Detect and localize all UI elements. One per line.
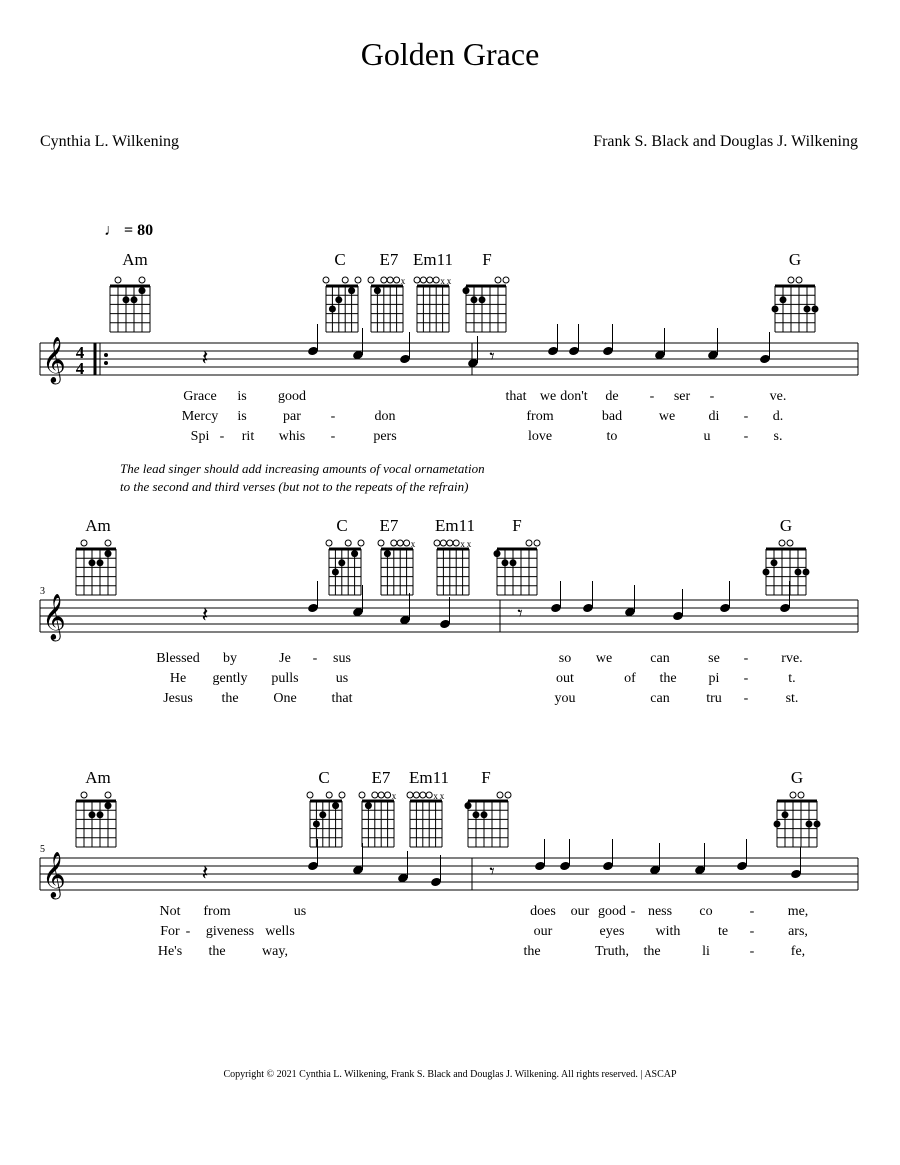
lyric-syllable: the: [221, 691, 239, 706]
finger-dot: [510, 559, 517, 566]
lyric-syllable: s.: [773, 429, 783, 444]
open-string-icon: [368, 277, 374, 283]
open-string-icon: [105, 792, 111, 798]
lyric-syllable: we: [539, 389, 557, 404]
finger-dot: [365, 802, 372, 809]
finger-dot: [481, 811, 488, 818]
lyric-syllable: Mercy: [181, 409, 219, 424]
lyric-syllable: tru: [706, 691, 722, 706]
lyric-syllable: Blessed: [156, 651, 200, 666]
finger-dot: [780, 296, 787, 303]
lyric-syllable: can: [650, 691, 670, 706]
open-string-icon: [407, 792, 413, 798]
open-string-icon: [397, 540, 403, 546]
time-signature-bottom: 4: [75, 359, 85, 378]
open-string-icon: [342, 277, 348, 283]
open-string-icon: [796, 277, 802, 283]
lyric-syllable: -: [709, 389, 715, 404]
instruction-line: The lead singer should add increasing amounts of vocal ornametation: [120, 461, 485, 476]
lyric-syllable: -: [185, 924, 191, 939]
lyric-syllable: that: [505, 389, 527, 404]
chord-diagram: [323, 277, 361, 332]
muted-string-icon: x: [439, 791, 445, 801]
muted-string-icon: x: [400, 276, 406, 286]
repeat-dot: [104, 353, 108, 357]
chord-name: F: [482, 250, 492, 269]
lyric-syllable: by: [223, 651, 237, 666]
open-string-icon: [447, 540, 453, 546]
lyric-syllable: bad: [601, 409, 623, 424]
lyric-syllable: the: [208, 944, 226, 959]
open-string-icon: [378, 792, 384, 798]
lyric-syllable: -: [219, 429, 225, 444]
lyric-syllable: He: [169, 671, 187, 686]
finger-dot: [494, 550, 501, 557]
open-string-icon: [378, 540, 384, 546]
finger-dot: [479, 296, 486, 303]
eighth-rest-icon: 𝄾: [489, 346, 495, 368]
lyric-syllable: For: [160, 924, 180, 939]
lyric-syllable: -: [312, 651, 318, 666]
open-string-icon: [427, 277, 433, 283]
lyric-syllable: -: [749, 904, 755, 919]
lyric-syllable: is: [237, 409, 247, 424]
lyric-syllable: don: [374, 409, 396, 424]
chord-diagram: [76, 540, 116, 595]
finger-dot: [332, 802, 339, 809]
open-string-icon: [404, 540, 410, 546]
treble-clef-icon: 𝄞: [42, 852, 66, 897]
open-string-icon: [787, 540, 793, 546]
open-string-icon: [505, 792, 511, 798]
lyric-syllable: -: [330, 409, 336, 424]
lyric-syllable: ve.: [769, 389, 787, 404]
lyric-syllable: rve.: [781, 651, 803, 666]
open-string-icon: [372, 792, 378, 798]
finger-dot: [97, 811, 104, 818]
lyric-syllable: eyes: [599, 924, 625, 939]
repeat-dot: [104, 361, 108, 365]
chord-diagram: [494, 540, 541, 595]
lyric-syllable: -: [649, 389, 655, 404]
time-signature-top: 4: [75, 343, 85, 362]
chord-name: Em11: [435, 516, 475, 535]
open-string-icon: [526, 540, 532, 546]
muted-string-icon: x: [433, 791, 438, 801]
lyric-syllable: out: [556, 671, 574, 686]
chord-diagram: [772, 277, 819, 332]
lyric-syllable: Not: [159, 904, 181, 919]
lyric-syllable: our: [533, 924, 553, 939]
open-string-icon: [434, 540, 440, 546]
finger-dot: [97, 559, 104, 566]
finger-dot: [774, 821, 781, 828]
open-string-icon: [326, 540, 332, 546]
lyric-syllable: t.: [788, 671, 796, 686]
open-string-icon: [440, 540, 446, 546]
lyric-syllable: li: [702, 944, 710, 959]
lyric-syllable: par: [283, 409, 301, 424]
open-string-icon: [81, 540, 87, 546]
lyric-syllable: can: [650, 651, 670, 666]
chord-name: G: [790, 768, 804, 787]
measure-number: 3: [40, 586, 45, 597]
finger-dot: [131, 296, 138, 303]
open-string-icon: [413, 792, 419, 798]
chord-diagram: [307, 792, 345, 847]
lyric-syllable: Jesus: [163, 691, 193, 706]
composer-credit: Frank S. Black and Douglas J. Wilkening: [593, 133, 858, 150]
chord-name: Am: [85, 516, 111, 535]
finger-dot: [105, 550, 112, 557]
lyric-syllable: whis: [278, 429, 306, 444]
finger-dot: [502, 559, 509, 566]
muted-string-icon: x: [391, 791, 397, 801]
chord-diagram: [763, 540, 810, 595]
lyric-syllable: pers: [373, 429, 397, 444]
open-string-icon: [790, 792, 796, 798]
lyric-syllable: we: [658, 409, 676, 424]
finger-dot: [803, 569, 810, 576]
chord-diagram: [378, 539, 416, 595]
finger-dot: [313, 821, 320, 828]
instruction-line: to the second and third verses (but not to the repeats of the refrain): [120, 479, 469, 494]
finger-dot: [812, 306, 819, 313]
quarter-rest-icon: 𝄽: [201, 860, 209, 885]
open-string-icon: [779, 540, 785, 546]
finger-dot: [332, 569, 339, 576]
finger-dot: [473, 811, 480, 818]
finger-dot: [338, 559, 345, 566]
finger-dot: [139, 287, 146, 294]
lyric-syllable: that: [331, 691, 353, 706]
open-string-icon: [81, 792, 87, 798]
lyric-syllable: we: [595, 651, 613, 666]
lyric-syllable: from: [203, 904, 231, 919]
lyric-syllable: -: [743, 429, 749, 444]
lyric-syllable: good: [278, 389, 306, 404]
finger-dot: [351, 550, 358, 557]
quarter-rest-icon: 𝄽: [201, 345, 209, 370]
lyric-syllable: Truth,: [594, 944, 630, 959]
lyric-syllable: fe,: [790, 944, 806, 959]
lyric-syllable: does: [530, 904, 556, 919]
open-string-icon: [359, 792, 365, 798]
chord-diagram: [434, 539, 472, 595]
lyric-syllable: -: [630, 904, 636, 919]
chord-name: E7: [371, 768, 391, 787]
open-string-icon: [355, 277, 361, 283]
lyric-syllable: ars,: [788, 924, 808, 939]
chord-diagram: [407, 791, 445, 847]
chord-name: F: [481, 768, 491, 787]
lyric-syllable: -: [749, 924, 755, 939]
chord-name: G: [788, 250, 802, 269]
lyric-syllable: pulls: [271, 671, 299, 686]
open-string-icon: [115, 277, 121, 283]
chord-name: E7: [379, 516, 399, 535]
muted-string-icon: x: [440, 276, 445, 286]
chord-name: C: [334, 250, 346, 269]
muted-string-icon: x: [460, 539, 465, 549]
lyric-syllable: Spi: [190, 429, 210, 444]
finger-dot: [123, 296, 130, 303]
lyric-syllable: gently: [212, 671, 248, 686]
lyric-syllable: te: [717, 924, 729, 939]
lyric-syllable: One: [273, 691, 297, 706]
finger-dot: [795, 569, 802, 576]
lyric-syllable: so: [558, 651, 572, 666]
lyric-syllable: co: [699, 904, 713, 919]
chord-name: Am: [85, 768, 111, 787]
lyric-syllable: with: [655, 924, 681, 939]
finger-dot: [348, 287, 355, 294]
lyric-syllable: us: [335, 671, 349, 686]
open-string-icon: [385, 792, 391, 798]
finger-dot: [763, 569, 770, 576]
open-string-icon: [105, 540, 111, 546]
lyric-syllable: ness: [647, 904, 673, 919]
muted-string-icon: x: [446, 276, 452, 286]
chord-name: C: [318, 768, 330, 787]
muted-string-icon: x: [466, 539, 472, 549]
eighth-rest-icon: 𝄾: [517, 603, 523, 625]
finger-dot: [771, 559, 778, 566]
chord-name: Em11: [413, 250, 453, 269]
open-string-icon: [381, 277, 387, 283]
open-string-icon: [788, 277, 794, 283]
finger-dot: [772, 306, 779, 313]
copyright-notice: Copyright © 2021 Cynthia L. Wilkening, Frank S. Black and Douglas J. Wilkening. All rights reserved. | ASCAP: [223, 1069, 677, 1080]
lyric-syllable: -: [749, 944, 755, 959]
finger-dot: [471, 296, 478, 303]
open-string-icon: [503, 277, 509, 283]
lyric-syllable: giveness: [205, 924, 255, 939]
lyric-syllable: rit: [241, 429, 255, 444]
chord-diagram: [326, 540, 364, 595]
open-string-icon: [139, 277, 145, 283]
chord-name: E7: [379, 250, 399, 269]
eighth-rest-icon: 𝄾: [489, 861, 495, 883]
quarter-rest-icon: 𝄽: [201, 602, 209, 627]
chord-diagram: [76, 792, 116, 847]
lyric-syllable: ser: [673, 389, 691, 404]
lyric-syllable: -: [330, 429, 336, 444]
muted-string-icon: x: [410, 539, 416, 549]
lyric-syllable: the: [643, 944, 661, 959]
finger-dot: [329, 306, 336, 313]
open-string-icon: [345, 540, 351, 546]
finger-dot: [804, 306, 811, 313]
finger-dot: [319, 811, 326, 818]
open-string-icon: [326, 792, 332, 798]
chord-diagram: [463, 277, 510, 332]
chord-diagram: [414, 276, 452, 332]
score-title: Golden Grace: [360, 36, 540, 72]
open-string-icon: [798, 792, 804, 798]
treble-clef-icon: 𝄞: [42, 337, 66, 382]
lyricist-credit: Cynthia L. Wilkening: [40, 133, 180, 150]
quarter-note-icon: ♩: [104, 222, 120, 239]
lyric-syllable: -: [743, 671, 749, 686]
open-string-icon: [453, 540, 459, 546]
chord-name: Em11: [409, 768, 449, 787]
chord-diagram: [774, 792, 821, 847]
lyric-syllable: don't: [560, 389, 588, 404]
lyric-syllable: -: [743, 409, 749, 424]
open-string-icon: [433, 277, 439, 283]
tempo-value: = 80: [124, 222, 154, 239]
chord-name: G: [779, 516, 793, 535]
finger-dot: [89, 811, 96, 818]
finger-dot: [89, 559, 96, 566]
lyric-syllable: way,: [262, 944, 288, 959]
measure-number: 5: [40, 844, 45, 855]
open-string-icon: [497, 792, 503, 798]
lyric-syllable: me,: [787, 904, 809, 919]
finger-dot: [806, 821, 813, 828]
open-string-icon: [420, 277, 426, 283]
lyric-syllable: de: [605, 389, 619, 404]
finger-dot: [384, 550, 391, 557]
chord-diagram: [359, 791, 397, 847]
lyric-syllable: se: [708, 651, 720, 666]
chord-diagram: [465, 792, 512, 847]
lyric-syllable: st.: [785, 691, 799, 706]
lyric-syllable: from: [526, 409, 554, 424]
chord-diagram: [368, 276, 406, 332]
open-string-icon: [323, 277, 329, 283]
chord-diagram: [110, 277, 150, 332]
chord-name: C: [336, 516, 348, 535]
open-string-icon: [387, 277, 393, 283]
finger-dot: [463, 287, 470, 294]
lyric-syllable: pi: [708, 671, 720, 686]
lyric-syllable: you: [554, 691, 576, 706]
chord-name: Am: [122, 250, 148, 269]
treble-clef-icon: 𝄞: [42, 594, 66, 639]
lyric-syllable: Grace: [183, 389, 217, 404]
finger-dot: [105, 802, 112, 809]
lyric-syllable: us: [293, 904, 307, 919]
lyric-syllable: He's: [157, 944, 183, 959]
open-string-icon: [307, 792, 313, 798]
lyric-syllable: love: [527, 429, 553, 444]
finger-dot: [782, 811, 789, 818]
lyric-syllable: -: [743, 651, 749, 666]
open-string-icon: [391, 540, 397, 546]
lyric-syllable: to: [606, 429, 618, 444]
finger-dot: [335, 296, 342, 303]
lyric-syllable: sus: [333, 651, 351, 666]
lyric-syllable: good: [598, 904, 626, 919]
open-string-icon: [414, 277, 420, 283]
finger-dot: [374, 287, 381, 294]
finger-dot: [465, 802, 472, 809]
open-string-icon: [426, 792, 432, 798]
lyric-syllable: d.: [772, 409, 784, 424]
open-string-icon: [534, 540, 540, 546]
lyric-syllable: wells: [265, 924, 295, 939]
finger-dot: [814, 821, 821, 828]
lyric-syllable: di: [708, 409, 720, 424]
chord-name: F: [512, 516, 522, 535]
lyric-syllable: our: [570, 904, 590, 919]
open-string-icon: [358, 540, 364, 546]
open-string-icon: [339, 792, 345, 798]
lyric-syllable: of: [624, 671, 636, 686]
lyric-syllable: Je: [279, 651, 291, 666]
open-string-icon: [495, 277, 501, 283]
lyric-syllable: the: [523, 944, 541, 959]
lyric-syllable: is: [237, 389, 247, 404]
open-string-icon: [420, 792, 426, 798]
lyric-syllable: u: [703, 429, 711, 444]
open-string-icon: [394, 277, 400, 283]
lyric-syllable: the: [659, 671, 677, 686]
lyric-syllable: -: [743, 691, 749, 706]
